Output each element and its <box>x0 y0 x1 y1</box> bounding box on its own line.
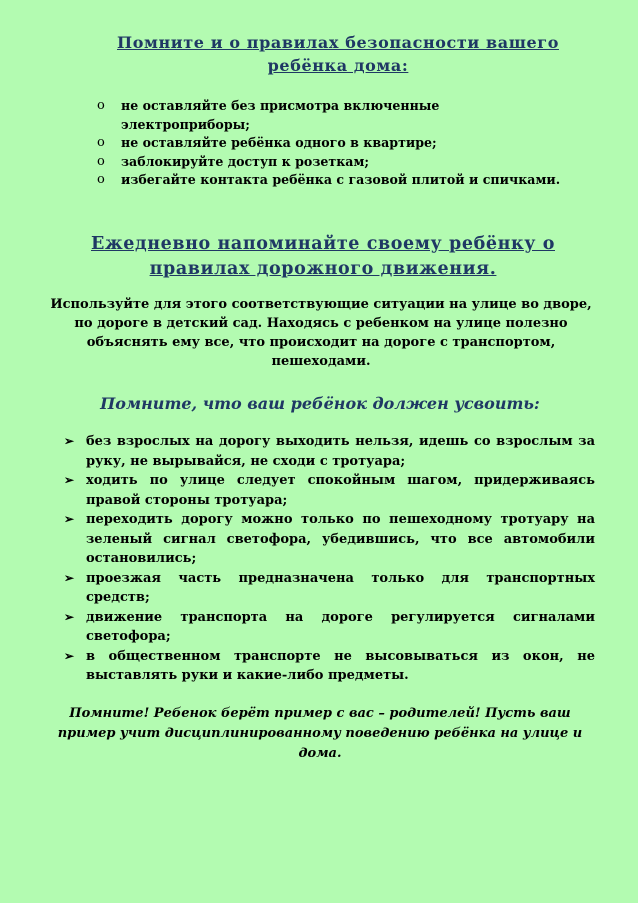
remember-heading: Помните, что ваш ребёнок должен усвоить: <box>100 394 540 413</box>
list-item: ➢ движение транспорта на дороге регулируется сигналами светофора; <box>64 609 595 644</box>
arrow-bullet-icon: ➢ <box>64 648 75 663</box>
arrow-bullet-icon: ➢ <box>64 570 75 585</box>
list-item: ➢ проезжая часть предназначена только для транспортных средств; <box>64 570 595 605</box>
circle-bullet-icon: o <box>97 135 105 150</box>
heading-traffic-rules: Ежедневно напоминайте своему ребёнку о правилах дорожного движения. <box>91 234 555 279</box>
arrow-bullet-icon: ➢ <box>64 473 75 487</box>
arrow-bullet-icon: ➢ <box>64 512 75 526</box>
arrow-bullet-icon: ➢ <box>64 434 75 448</box>
list-item: ➢ переходить дорогу можно только по пешеходному тротуару на зеленый сигнал светофора, убедившись, что все автомобили остановились; <box>64 512 595 566</box>
list-item: ➢ ходить по улице следует спокойным шагом, придерживаясь правой стороны тротуара; <box>64 473 595 508</box>
list-item: o заблокируйте доступ к розеткам; <box>97 153 567 172</box>
circle-bullet-icon: o <box>97 98 105 113</box>
arrow-bullet-icon: ➢ <box>64 609 75 624</box>
circle-bullet-icon: o <box>97 153 105 169</box>
closing-paragraph: Помните! Ребенок берёт пример с вас – родителей! Пусть ваш пример учит дисциплинированному поведению ребёнка на улице и дома. <box>57 706 583 761</box>
intro-paragraph: Используйте для этого соответствующие ситуации на улице во дворе, по дороге в детский сад. Находясь с ребенком на улице полезно объяснять ему все, что происходит на дороге с транспортом, пешеходами. <box>50 297 592 369</box>
circle-bullet-icon: o <box>97 172 105 187</box>
list-item: o не оставляйте без присмотра включенные электроприборы; <box>97 98 440 132</box>
list-item: ➢ без взрослых на дорогу выходить нельзя, идешь со взрослым за руку, не вырывайся, не сходи с тротуара; <box>64 434 595 469</box>
home-safety-list <box>97 97 567 190</box>
traffic-rules-list <box>64 432 595 686</box>
list-item: o избегайте контакта ребёнка с газовой плитой и спичками. <box>97 171 567 190</box>
list-item: ➢ в общественном транспорте не высовываться из окон, не выставлять руки и какие-либо предметы. <box>64 648 595 683</box>
list-item: o не оставляйте ребёнка одного в квартире; <box>97 134 567 153</box>
heading-home-safety: Помните и о правилах безопасности вашего ребёнка дома: <box>117 33 559 75</box>
